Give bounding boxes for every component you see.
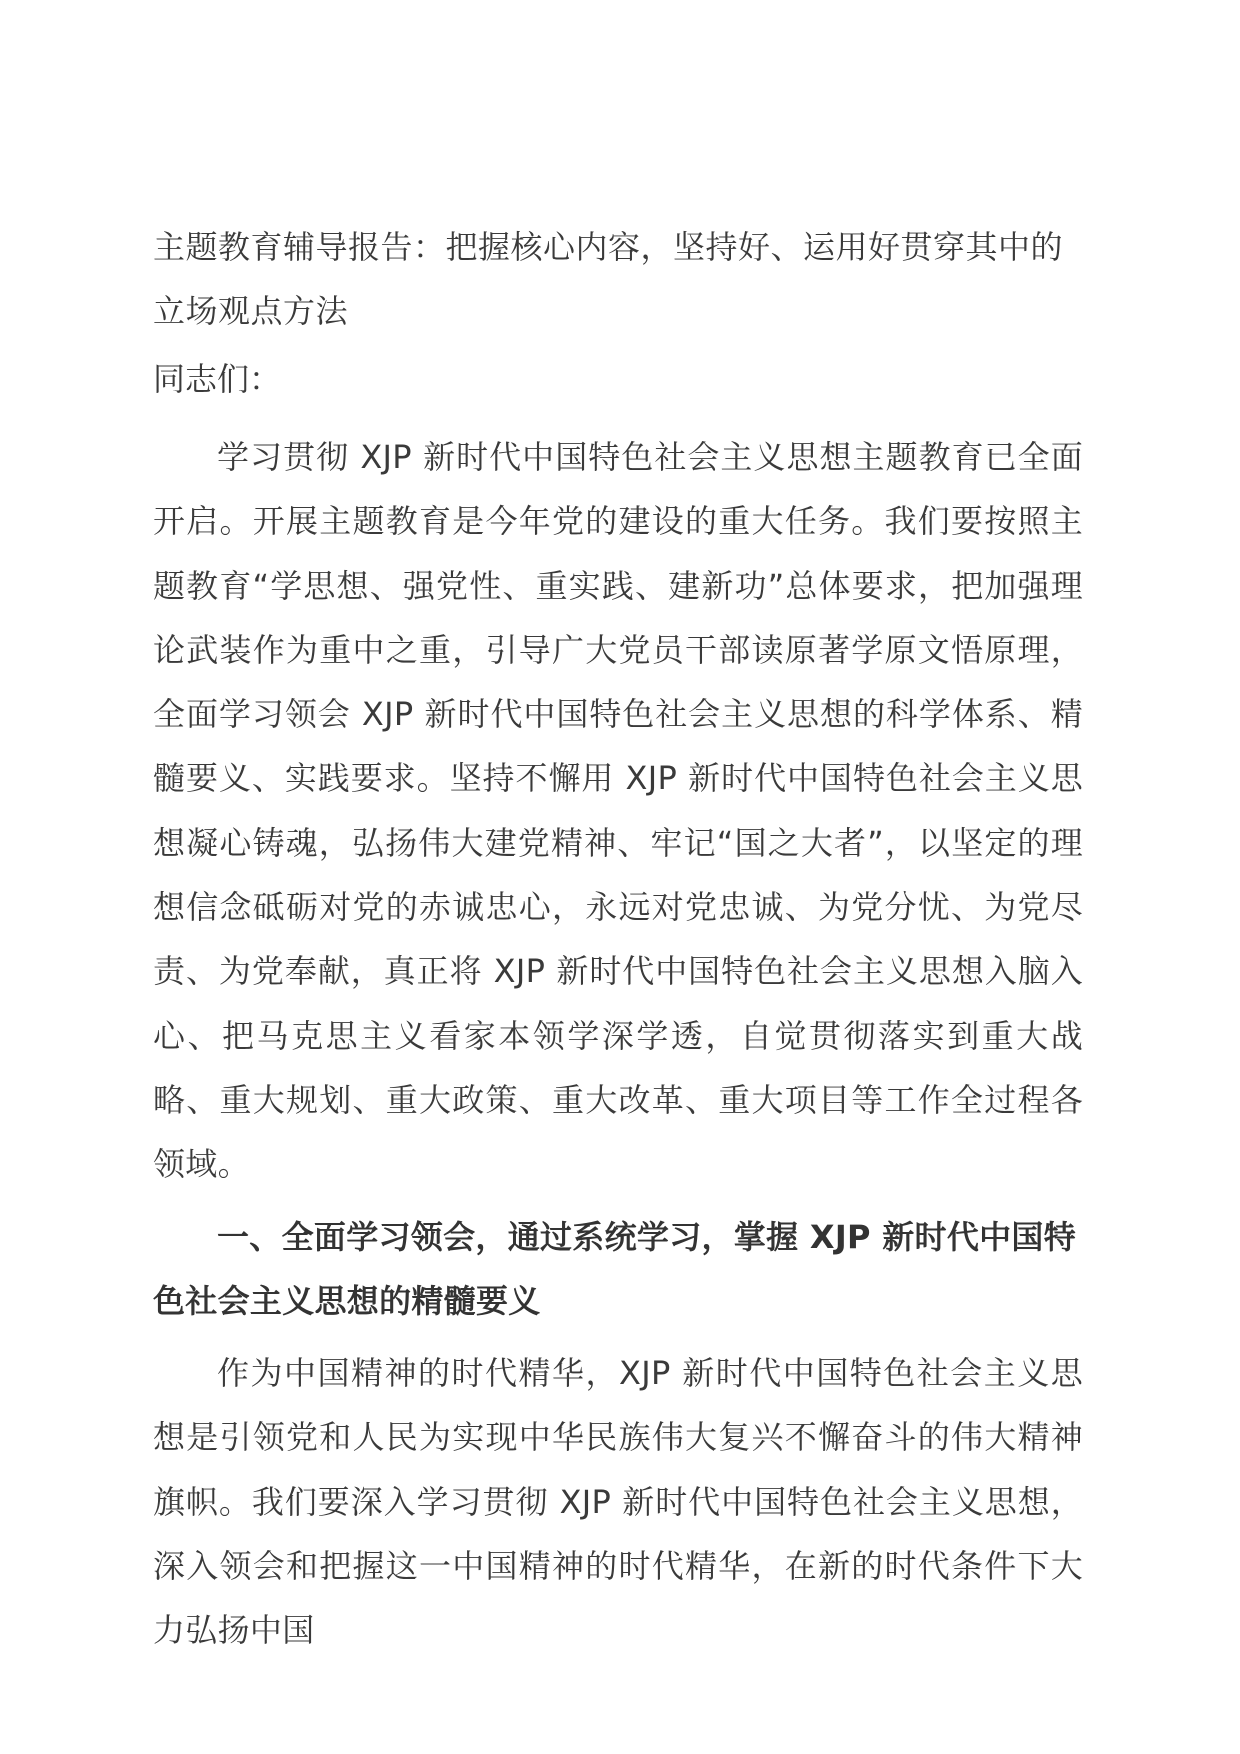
intro-paragraph: 学习贯彻 XJP 新时代中国特色社会主义思想主题教育已全面开启。开展主题教育是今年党的建设的重大任务。我们要按照主题教育“学思想、强党性、重实践、建新功”总体要求，把加强理论武装作为重中之重，引导广大党员干部读原著学原文悟原理，全面学习领会 XJP 新时代中国特色社会主义思想的科学体系、精髓要义、实践要求。坚持不懈用 XJP 新时代中国特色社会主义思想凝心铸魂，弘扬伟大建党精神、牢记“国之大者”，以坚定的理想信念砥砺对党的赤诚忠心，永远对党忠诚、为党分忧、为党尽责、为党奉献，真正将 XJP 新时代中国特色社会主义思想入脑入心、把马克思主义看家本领学深学透，自觉贯彻落实到重大战略、重大规划、重大政策、重大改革、重大项目等工作全过程各领域。 [153,438,1083,1184]
section-paragraph: 作为中国精神的时代精华，XJP 新时代中国特色社会主义思想是引领党和人民为实现中华民族伟大复兴不懈奋斗的伟大精神旗帜。我们要深入学习贯彻 XJP 新时代中国特色社会主义思想，深入领会和把握这一中国精神的时代精华，在新的时代条件下大力弘扬中国 [153,1354,1083,1650]
document-title: 主题教育辅导报告：把握核心内容，坚持好、运用好贯穿其中的立场观点方法 [153,228,1064,330]
salutation: 同志们： [153,360,282,398]
document-page [153,215,1083,1671]
section-heading: 一、全面学习领会，通过系统学习，掌握 XJP 新时代中国特色社会主义思想的精髓要义 [153,1217,1077,1320]
